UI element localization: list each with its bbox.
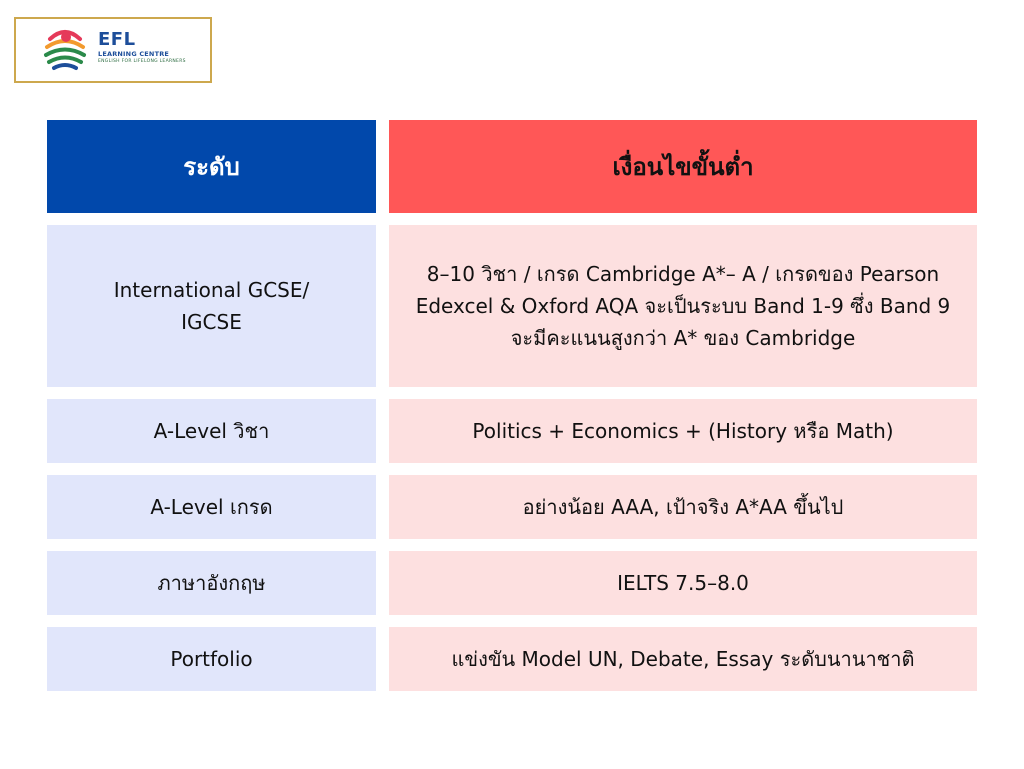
table-row	[47, 551, 977, 615]
table-row	[47, 475, 977, 539]
requirements-table	[47, 120, 977, 703]
table-row	[47, 399, 977, 463]
requirement-cell: 8–10 วิชา / เกรด Cambridge A*– A / เกรดของ Pearson Edexcel & Oxford AQA จะเป็นระบบ Band 1-9 ซึ่ง Band 9 จะมีคะแนนสูงกว่า A* ของ Cambridge	[389, 225, 977, 387]
logo-text	[98, 30, 186, 65]
logo-subtitle: LEARNING CENTRE	[98, 50, 170, 58]
level-cell: Portfolio	[47, 627, 376, 691]
level-cell: International GCSE/ IGCSE	[47, 225, 376, 387]
level-cell: A-Level เกรด	[47, 475, 376, 539]
header-level: ระดับ	[47, 120, 376, 213]
requirement-cell: แข่งขัน Model UN, Debate, Essay ระดับนานาชาติ	[389, 627, 977, 691]
logo-card	[14, 17, 212, 83]
table-row	[47, 627, 977, 691]
requirement-cell: Politics + Economics + (History หรือ Math)	[389, 399, 977, 463]
efl-globe-logo-icon	[42, 29, 88, 73]
logo-tagline: ENGLISH FOR LIFELONG LEARNERS	[98, 59, 186, 64]
header-requirement: เงื่อนไขขั้นต่ำ	[389, 120, 977, 213]
requirement-cell: อย่างน้อย AAA, เป้าจริง A*AA ขึ้นไป	[389, 475, 977, 539]
table-row	[47, 225, 977, 387]
level-cell: A-Level วิชา	[47, 399, 376, 463]
table-header-row	[47, 120, 977, 213]
level-cell: ภาษาอังกฤษ	[47, 551, 376, 615]
logo-brand: EFL	[98, 29, 136, 50]
requirement-cell: IELTS 7.5–8.0	[389, 551, 977, 615]
